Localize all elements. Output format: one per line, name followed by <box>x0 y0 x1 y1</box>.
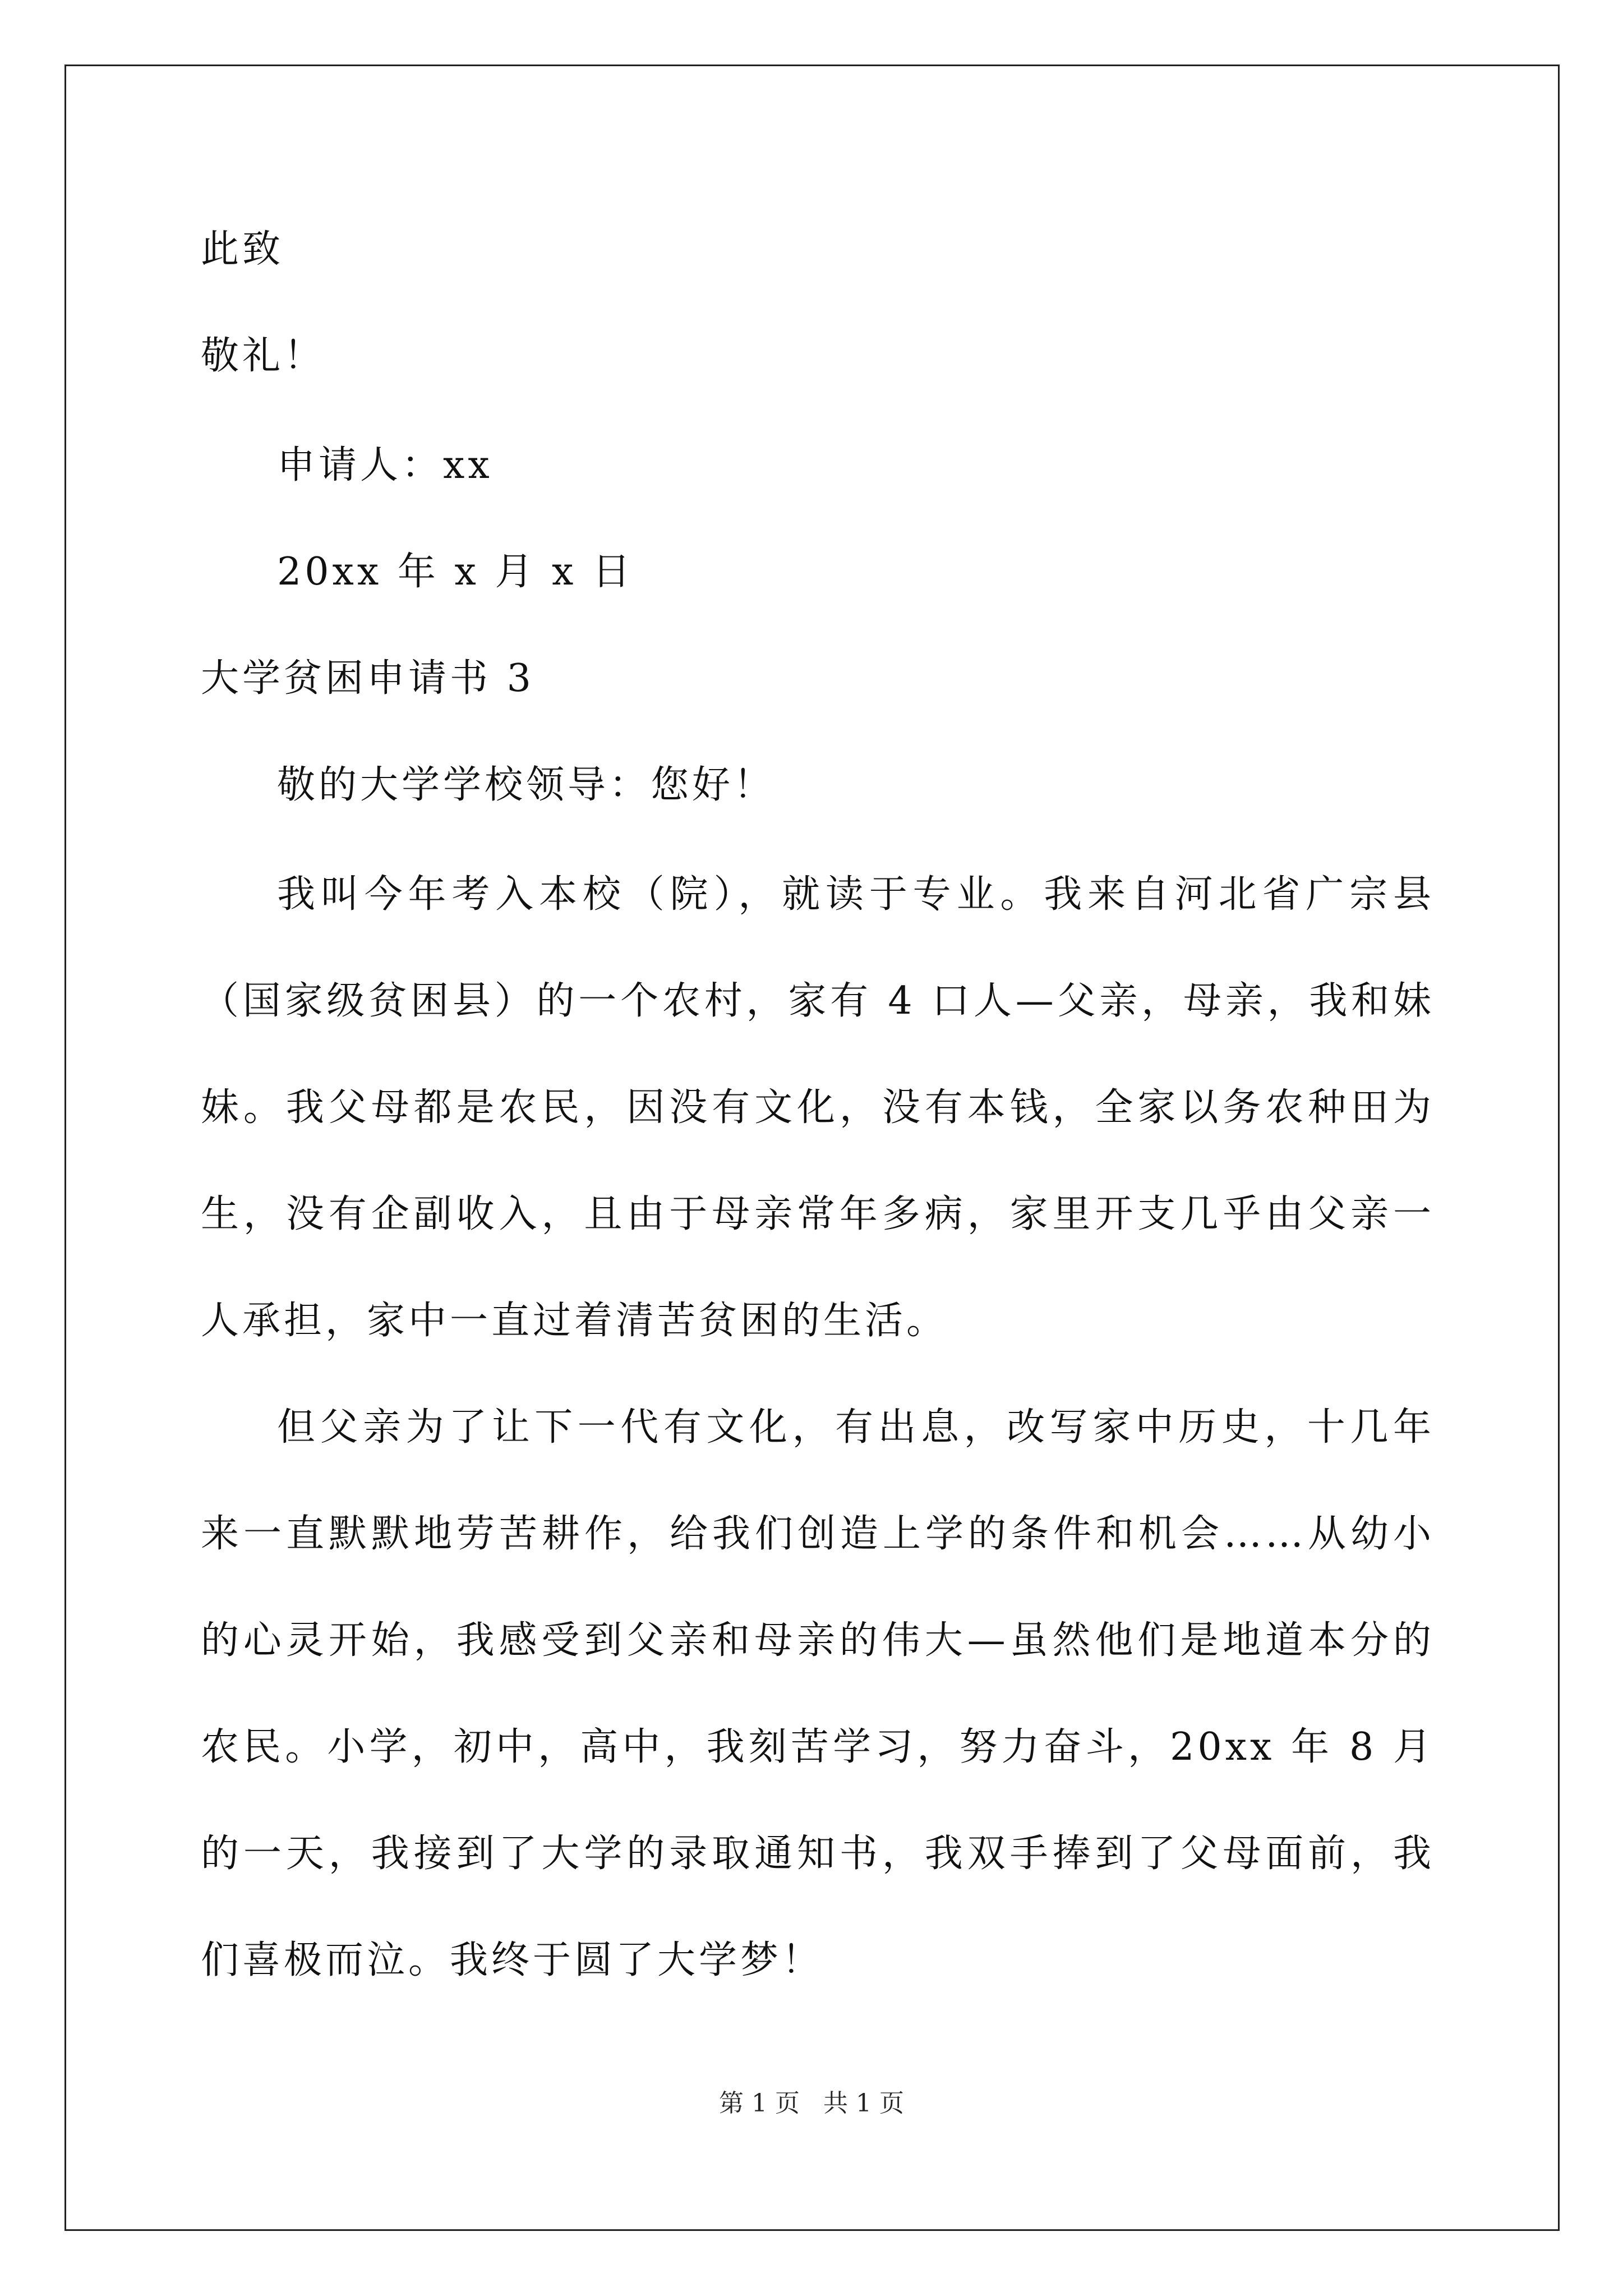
closing-salutation: 此致 <box>201 227 284 272</box>
page-total: 共 1 页 <box>823 2089 904 2118</box>
body-paragraph-1: 我叫今年考入本校（院），就读于专业。我来自河北省广宗县（国家级贫困县）的一个农村，家有 4 口人—父亲，母亲，我和妹妹。我父母都是农民，因没有文化，没有本钱，全家以务农种田为生，没有企副收入，且由于母亲常年多病，家里开支几乎由父亲一人承担，家中一直过着清苦贫困的生活。 <box>201 872 1435 1343</box>
page-footer <box>0 2087 1623 2120</box>
letter-date: 20xx 年 x 月 x 日 <box>277 550 634 594</box>
closing-respect: 敬礼！ <box>201 334 326 378</box>
letter-greeting: 敬的大学学校领导：您好！ <box>277 763 776 807</box>
letter-title: 大学贫困申请书 3 <box>201 656 534 701</box>
applicant-signature: 申请人：xx <box>277 443 493 487</box>
page-number: 第 1 页 <box>719 2089 800 2118</box>
body-paragraph-2: 但父亲为了让下一代有文化，有出息，改写家中历史，十几年来一直默默地劳苦耕作，给我们创造上学的条件和机会……从幼小的心灵开始，我感受到父亲和母亲的伟大—虽然他们是地道本分的农民。小学，初中，高中，我刻苦学习，努力奋斗，20xx 年 8 月的一天，我接到了大学的录取通知书，我双手捧到了父母面前，我们喜极而泣。我终于圆了大学梦！ <box>201 1405 1435 1982</box>
